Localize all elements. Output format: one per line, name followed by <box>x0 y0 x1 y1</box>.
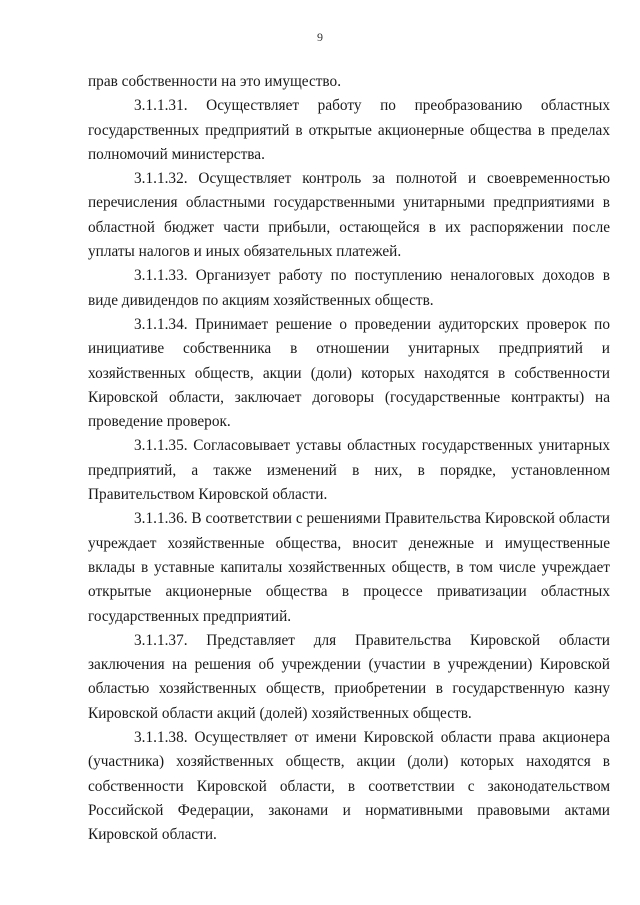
paragraph-3-1-1-38: 3.1.1.38. Осуществляет от имени Кировской области права акционера (участника) хозяйственных обществ, акции (доли) которых находятся в собственности Кировской области, в соответствии с законодательством Российской Федерации, законами и нормативными правовыми актами Кировской области. <box>88 729 610 844</box>
paragraph-3-1-1-32: 3.1.1.32. Осуществляет контроль за полнотой и своевременностью перечисления областными государственными унитарными предприятиями в областной бюджет части прибыли, остающейся в их распоряжении после уплаты налогов и иных обязательных платежей. <box>88 170 610 261</box>
paragraph-3-1-1-33: 3.1.1.33. Организует работу по поступлению неналоговых доходов в виде дивидендов по акциям хозяйственных обществ. <box>88 267 610 309</box>
paragraph-3-1-1-35: 3.1.1.35. Согласовывает уставы областных государственных унитарных предприятий, а также изменений в них, в порядке, установленном Правительством Кировской области. <box>88 437 610 504</box>
page-number: 9 <box>317 30 323 44</box>
paragraph-3-1-1-37: 3.1.1.37. Представляет для Правительства Кировской области заключения на решения об учреждении (участии в учреждении) Кировской областью хозяйственных обществ, приобретении в государственную казну Кировской области акций (долей) хозяйственных обществ. <box>88 631 610 722</box>
paragraph-continuation: прав собственности на это имущество. <box>88 73 342 90</box>
paragraph-3-1-1-36: 3.1.1.36. В соответствии с решениями Правительства Кировской области учреждает хозяйственные общества, вносит денежные и имущественные вклады в уставные капиталы хозяйственных обществ, в том числе учреждает открытые акционерные общества в процессе приватизации областных государственных предприятий. <box>88 510 610 625</box>
paragraph-3-1-1-34: 3.1.1.34. Принимает решение о проведении аудиторских проверок по инициативе собственника в отношении унитарных предприятий и хозяйственных обществ, акции (доли) которых находятся в собственности Кировской области, заключает договоры (государственные контракты) на проведение проверок. <box>88 315 610 431</box>
paragraph-3-1-1-31: 3.1.1.31. Осуществляет работу по преобразованию областных государственных предприятий в открытые акционерные общества в пределах полномочий министерства. <box>88 97 610 163</box>
document-body <box>88 70 610 848</box>
